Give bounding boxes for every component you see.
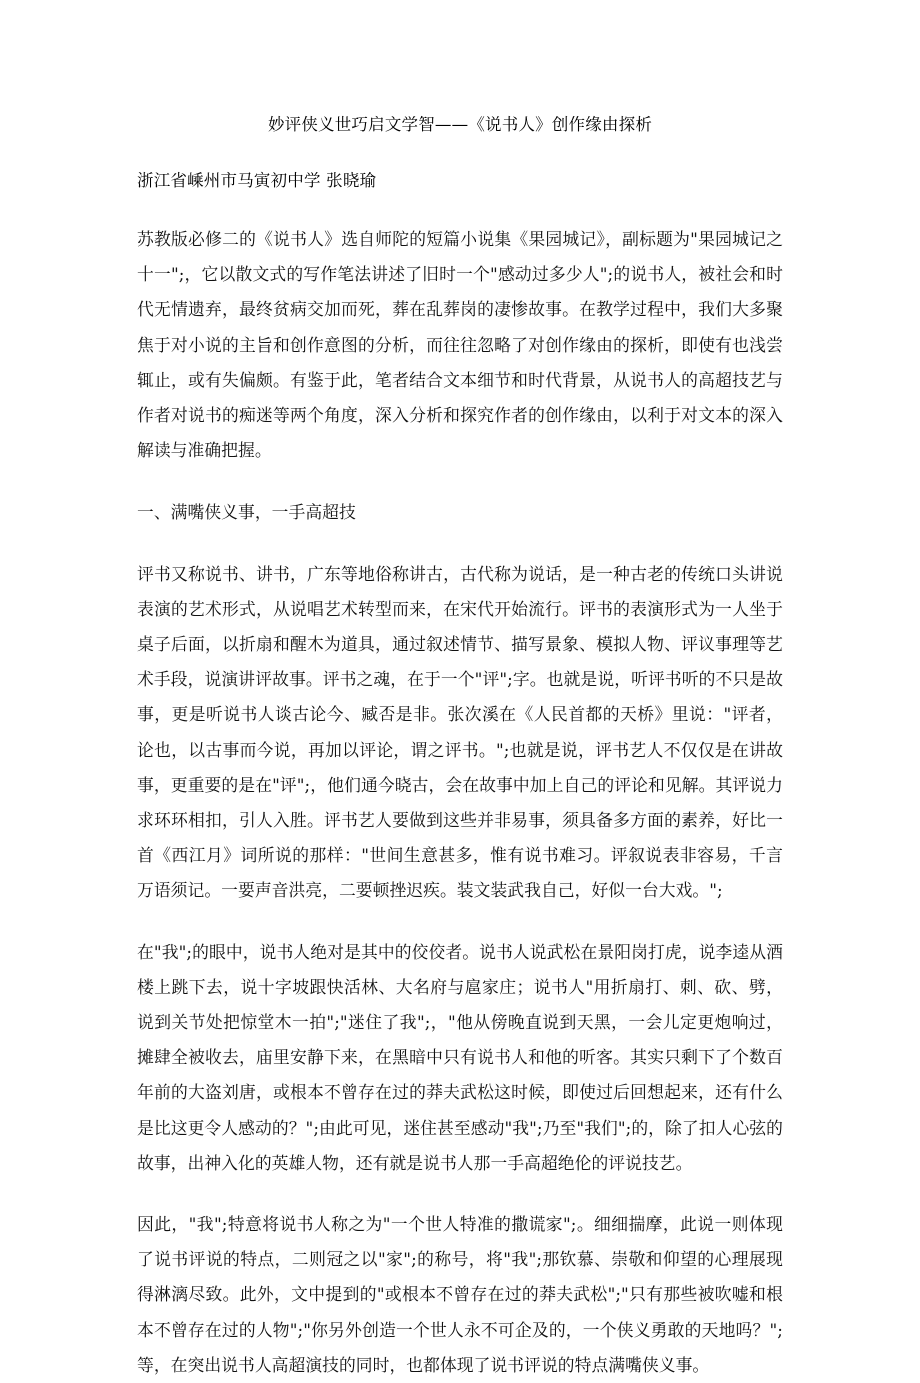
author-affiliation-byline: 浙江省嵊州市马寅初中学 张晓瑜 — [137, 171, 377, 190]
document-content-column — [137, 0, 783, 1383]
intro-paragraph: 苏教版必修二的《说书人》选自师陀的短篇小说集《果园城记》，副标题为"果园城记之十一";，它以散文式的写作笔法讲述了旧时一个"感动过多少人";的说书人，被社会和时代无情遗弃，最终贫病交加而死，葬在乱葬岗的凄惨故事。在教学过程中，我们大多聚焦于对小说的主旨和创作意图的分析，而往往忽略了对创作缘由的探析，即使有也浅尝辄止，或有失偏颇。有鉴于此，笔者结合文本细节和时代背景，从说书人的高超技艺与作者对说书的痴迷等两个角度，深入分析和探究作者的创作缘由，以利于对文本的深入解读与准确把握。 — [137, 229, 783, 461]
section-1-paragraph-3: 因此，"我";特意将说书人称之为"一个世人特准的撒谎家";。细细揣摩，此说一则体现了说书评说的特点，二则冠之以"家";的称号，将"我";那钦慕、崇敬和仰望的心理展现得淋漓尽致。此外，文中提到的"或根本不曾存在过的莽夫武松";"只有那些被吹嘘和根本不曾存在过的人物";"你另外创造一个世人永不可企及的，一个侠义勇敢的天地吗？";等，在突出说书人高超演技的同时，也都体现了说书评说的特点满嘴侠义事。 — [137, 1214, 783, 1375]
section-1-paragraph-1: 评书又称说书、讲书，广东等地俗称讲古，古代称为说话，是一种古老的传统口头讲说表演的艺术形式，从说唱艺术转型而来，在宋代开始流行。评书的表演形式为一人坐于桌子后面，以折扇和醒木为道具，通过叙述情节、描写景象、模拟人物、评议事理等艺术手段，说演讲评故事。评书之魂，在于一个"评";字。也就是说，听评书听的不只是故事，更是听说书人谈古论今、臧否是非。张次溪在《人民首都的天桥》里说："评者，论也，以古事而今说，再加以评论，谓之评书。";也就是说，评书艺人不仅仅是在讲故事，更重要的是在"评";，他们通今晓古，会在故事中加上自己的评论和见解。其评说力求环环相扣，引人入胜。评书艺人要做到这些并非易事，须具备多方面的素养，好比一首《西江月》词所说的那样："世间生意甚多，惟有说书难习。评叙说表非容易，千言万语须记。一要声音洪亮，二要顿挫迟疾。装文装武我自己，好似一台大戏。"; — [137, 563, 783, 901]
section-1-paragraph-2: 在"我";的眼中，说书人绝对是其中的佼佼者。说书人说武松在景阳岗打虎，说李逵从酒楼上跳下去，说十字坡跟快活林、大名府与扈家庄；说书人"用折扇打、刺、砍、劈，说到关节处把惊堂木一拍";"迷住了我";，"他从傍晚直说到天黑，一会儿定更炮响过，摊肆全被收去，庙里安静下来，在黑暗中只有说书人和他的听客。其实只剩下了个数百年前的大盗刘唐，或根本不曾存在过的莽夫武松这时候，即使过后回想起来，还有什么是比这更令人感动的？";由此可见，迷住甚至感动"我";乃至"我们";的，除了扣人心弦的故事，出神入化的英雄人物，还有就是说书人那一手高超绝伦的评说技艺。 — [137, 941, 783, 1173]
section-heading-1: 一、满嘴侠义事，一手高超技 — [137, 502, 356, 523]
page-title: 妙评侠义世巧启文学智——《说书人》创作缘由探析 — [267, 115, 653, 134]
